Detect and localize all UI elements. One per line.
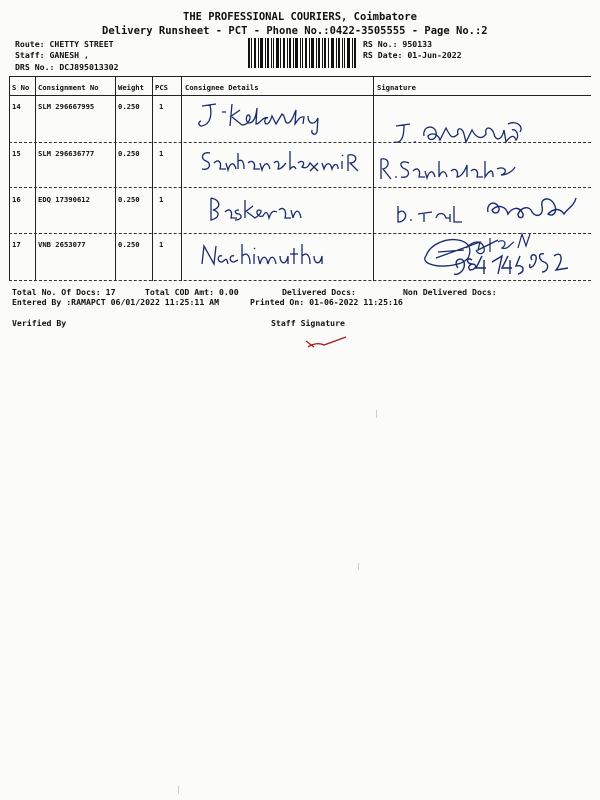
rs-number: RS No.: 950133 — [363, 39, 433, 49]
runsheet-subtitle: Delivery Runsheet - PCT - Phone No.:0422-3505555 - Page No.:2 — [102, 25, 488, 37]
row-sno: 17 — [12, 240, 21, 249]
scan-mark — [376, 410, 377, 418]
col-header-weight: Weight — [118, 83, 144, 92]
staff-signature-mark — [300, 333, 352, 353]
row-consignment: VNB 2653077 — [38, 240, 86, 249]
col-header-consignee: Consignee Details — [185, 83, 259, 92]
row-divider — [9, 233, 591, 234]
scan-mark — [178, 786, 179, 794]
col-header-consignment: Consignment No — [38, 83, 99, 92]
row-divider — [9, 142, 591, 143]
barcode — [248, 38, 356, 68]
staff-signature-label: Staff Signature — [271, 318, 345, 328]
row-pcs: 1 — [159, 102, 164, 111]
delivered-docs: Delivered Docs: — [282, 287, 356, 297]
row-consignment: SLM 296636777 — [38, 149, 95, 158]
col-divider — [373, 76, 374, 281]
row-pcs: 1 — [159, 149, 164, 158]
handwritten-name-santhanalexmi — [198, 145, 368, 181]
col-header-pcs: PCS — [155, 83, 168, 92]
printed-on: Printed On: 01-06-2022 11:25:16 — [250, 297, 403, 307]
col-divider — [35, 76, 36, 281]
drs-number: DRS No.: DCJ895013302 — [15, 62, 119, 72]
handwritten-name-nachimuthu — [196, 238, 336, 274]
scan-mark — [358, 563, 359, 570]
table-top-border — [9, 76, 591, 77]
route-label: Route: CHETTY STREET — [15, 39, 114, 49]
col-divider — [115, 76, 116, 281]
col-divider — [152, 76, 153, 281]
handwritten-name-baskaran — [205, 192, 315, 228]
signature-row16 — [394, 200, 469, 228]
row-consignment: EDQ 17390612 — [38, 195, 90, 204]
row-sno: 15 — [12, 149, 21, 158]
row-sno: 14 — [12, 102, 21, 111]
handwritten-name-kelavathy — [196, 98, 331, 136]
total-docs: Total No. Of Docs: 17 — [12, 287, 116, 297]
table-header-border — [9, 95, 591, 96]
row-consignment: SLM 296667995 — [38, 102, 95, 111]
row-divider — [9, 280, 591, 281]
row-weight: 0.250 — [118, 102, 140, 111]
non-delivered-docs: Non Delivered Docs: — [403, 287, 497, 297]
row-divider — [9, 187, 591, 188]
row-weight: 0.250 — [118, 195, 140, 204]
row-pcs: 1 — [159, 195, 164, 204]
signature-row17-with-phone — [418, 190, 590, 282]
col-header-sno: S No — [12, 83, 30, 92]
row-pcs: 1 — [159, 240, 164, 249]
total-cod-amount: Total COD Amt: 0.00 — [145, 287, 239, 297]
signature-row14 — [392, 116, 542, 152]
col-divider — [181, 76, 182, 281]
verified-by-label: Verified By — [12, 318, 67, 328]
entered-by: Entered By :RAMAPCT 06/01/2022 11:25:11 AM — [12, 297, 220, 307]
col-header-signature: Signature — [377, 83, 416, 92]
company-title: THE PROFESSIONAL COURIERS, Coimbatore — [183, 11, 417, 23]
row-sno: 16 — [12, 195, 21, 204]
signature-row15 — [375, 153, 535, 187]
rs-date: RS Date: 01-Jun-2022 — [363, 50, 462, 60]
row-weight: 0.250 — [118, 240, 140, 249]
staff-label: Staff: GANESH , — [15, 50, 89, 60]
row-weight: 0.250 — [118, 149, 140, 158]
col-divider — [9, 76, 10, 281]
